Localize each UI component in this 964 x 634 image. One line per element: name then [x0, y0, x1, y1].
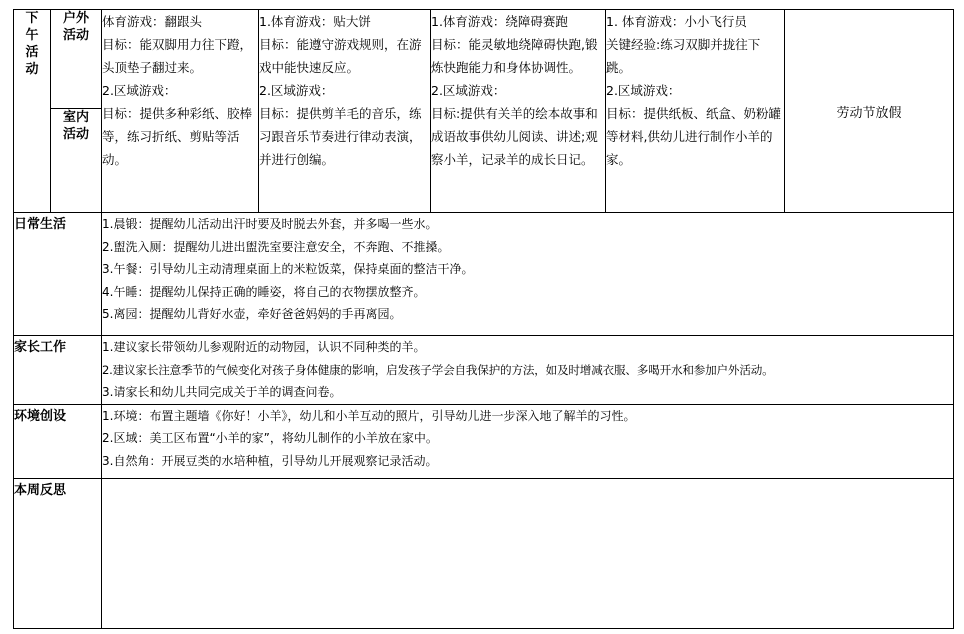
environment-item-1: 1.环境：布置主题墙《你好！小羊》，幼儿和小羊互动的照片，引导幼儿进一步深入地了解羊的习性。 [102, 408, 636, 423]
afternoon-label-cell [14, 10, 51, 213]
reflection-row [14, 478, 954, 628]
day-2-cell [259, 10, 431, 213]
parent-work-label-cell [14, 336, 102, 405]
day-2-line-2: 目标：能遵守游戏规则，在游戏中能快速反应。 [259, 37, 422, 75]
day-3-line-3: 2.区域游戏： [431, 83, 506, 98]
parent-work-item-3: 3.请家长和幼儿共同完成关于羊的调查问卷。 [102, 385, 342, 399]
outdoor-label: 户外活动 [62, 11, 89, 43]
day-4-line-1: 1. 体育游戏：小小飞行员 [606, 14, 747, 29]
indoor-label-cell [51, 109, 102, 213]
reflection-label-cell [14, 478, 102, 628]
parent-work-item-2: 2.建议家长注意季节的气候变化对孩子身体健康的影响，启发孩子学会自我保护的方法，如及时增减衣服、多喝开水和参加户外活动。 [102, 362, 774, 377]
day-2-line-1: 1.体育游戏：贴大饼 [259, 14, 371, 29]
day-3-line-4: 目标:提供有关羊的绘本故事和成语故事供幼儿阅读、讲述;观察小羊，记录羊的成长日记。 [431, 106, 598, 167]
environment-label: 环境创设 [14, 408, 67, 424]
holiday-text: 劳动节放假 [836, 105, 902, 121]
daily-life-item-1: 1.晨锻：提醒幼儿活动出汗时要及时脱去外套，并多喝一些水。 [102, 217, 438, 231]
day-3-cell [431, 10, 606, 213]
day-1-line-1: 体育游戏：翻跟头 [102, 14, 203, 29]
day-4-line-3: 2.区域游戏： [606, 83, 681, 98]
day-1-cell [102, 10, 259, 213]
daily-life-label: 日常生活 [14, 217, 67, 232]
environment-list [102, 404, 954, 478]
parent-work-row [14, 336, 954, 405]
weekly-plan-sheet [13, 9, 953, 625]
reflection-label: 本周反思 [14, 482, 67, 498]
holiday-cell [785, 10, 954, 213]
environment-row [14, 404, 954, 478]
day-1-line-4: 目标：提供多种彩纸、胶棒等，练习折纸、剪贴等活动。 [102, 106, 253, 167]
afternoon-label: 下午活动 [25, 11, 39, 77]
indoor-label: 室内活动 [62, 110, 89, 142]
day-4-cell [606, 10, 785, 213]
daily-life-item-2: 2.盥洗入厕：提醒幼儿进出盥洗室要注意安全，不奔跑、不推搡。 [102, 239, 450, 254]
daily-life-row [14, 213, 954, 336]
environment-item-3: 3.自然角：开展豆类的水培种植，引导幼儿开展观察记录活动。 [102, 453, 438, 468]
parent-work-item-1: 1.建议家长带领幼儿参观附近的动物园，认识不同种类的羊。 [102, 340, 426, 354]
outdoor-label-cell [51, 10, 102, 109]
environment-label-cell [14, 404, 102, 478]
day-4-line-2: 关键经验:练习双脚并拢往下跳。 [606, 37, 761, 75]
reflection-content[interactable] [102, 478, 954, 628]
daily-life-item-5: 5.离园：提醒幼儿背好水壶，牵好爸爸妈妈的手再离园。 [102, 307, 402, 321]
daily-life-item-3: 3.午餐：引导幼儿主动清理桌面上的米粒饭菜，保持桌面的整洁干净。 [102, 262, 474, 276]
day-3-line-2: 目标：能灵敏地绕障碍快跑,锻炼快跑能力和身体协调性。 [431, 37, 598, 75]
day-1-line-2: 目标：能双脚用力往下蹬，头顶垫子翻过来。 [102, 37, 253, 75]
afternoon-outdoor-row [14, 10, 954, 109]
environment-item-2: 2.区域：美工区布置“小羊的家”，将幼儿制作的小羊放在家中。 [102, 431, 438, 445]
daily-life-item-4: 4.午睡：提醒幼儿保持正确的睡姿，将自己的衣物摆放整齐。 [102, 284, 426, 299]
day-1-line-3: 2.区域游戏： [102, 83, 177, 98]
parent-work-list [102, 336, 954, 405]
weekly-plan-table [13, 9, 954, 629]
day-2-line-3: 2.区域游戏： [259, 83, 334, 98]
daily-life-label-cell [14, 213, 102, 336]
day-3-line-1: 1.体育游戏：绕障碍赛跑 [431, 14, 568, 29]
day-4-line-4: 目标：提供纸板、纸盒、奶粉罐等材料,供幼儿进行制作小羊的家。 [606, 106, 782, 167]
day-2-line-4: 目标：提供剪羊毛的音乐，练习跟音乐节奏进行律动表演，并进行创编。 [259, 106, 422, 167]
parent-work-label: 家长工作 [14, 340, 67, 355]
daily-life-list [102, 213, 954, 336]
